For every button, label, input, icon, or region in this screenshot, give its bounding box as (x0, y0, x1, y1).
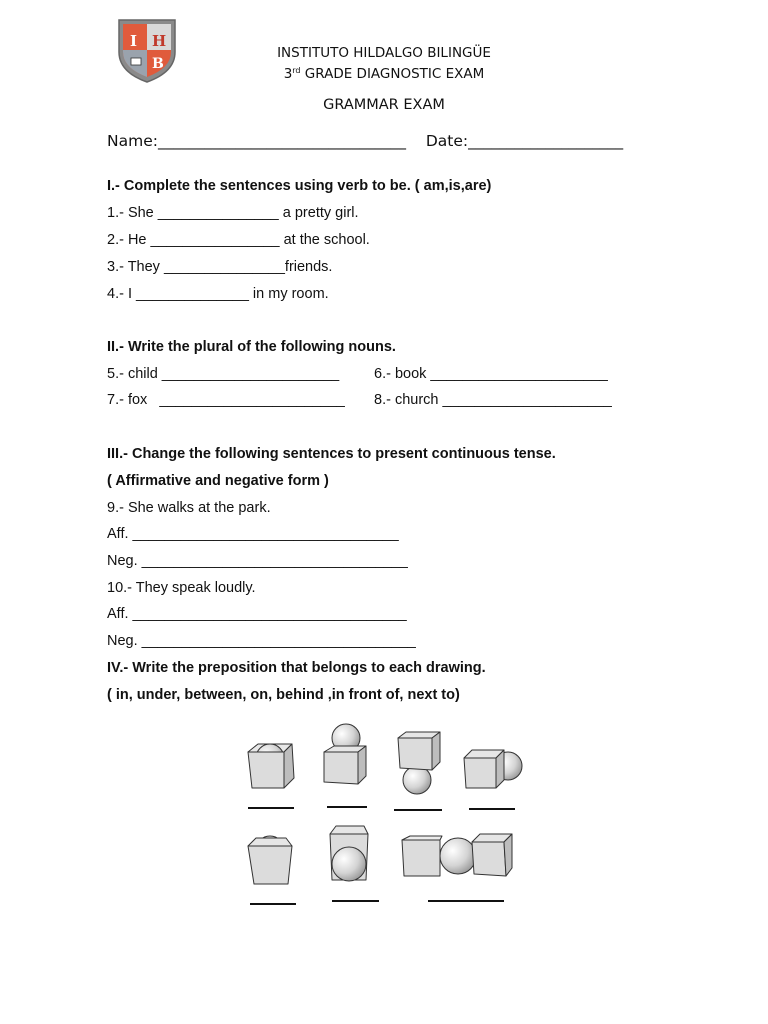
grade-number: 3 (283, 66, 293, 82)
drawing-ball-under-box (394, 732, 442, 810)
drawing-ball-in-front-of-box (330, 826, 379, 901)
section3-subtitle: ( Affirmative and negative form ) (107, 473, 329, 489)
question-10-sentence: 10.- They speak loudly. (107, 580, 256, 596)
question-10-affirmative[interactable]: Aff. __________________________________ (107, 606, 407, 622)
drawing-ball-on-box (324, 724, 367, 807)
name-date-row (107, 132, 623, 150)
question-1[interactable]: 1.- She _______________ a pretty girl. (107, 205, 359, 221)
school-logo-crest (116, 16, 178, 84)
logo-letter-b: B (152, 56, 164, 72)
grade-suffix: rd (292, 66, 301, 75)
section4-title: IV.- Write the preposition that belongs to each drawing. (107, 660, 486, 676)
school-name: INSTITUTO HILDALGO BILINGÜE (277, 45, 491, 61)
section4-subtitle: ( in, under, between, on, behind ,in front of, next to) (107, 687, 460, 703)
school-header (234, 45, 534, 83)
section2-title: II.- Write the plural of the following nouns. (107, 339, 396, 355)
name-field[interactable]: Name:________________________________ (107, 132, 406, 150)
date-field[interactable]: Date:____________________ (425, 132, 624, 150)
drawing-ball-in-box (248, 744, 294, 808)
logo-letter-h: H (152, 32, 167, 50)
question-4[interactable]: 4.- I ______________ in my room. (107, 286, 329, 302)
question-9-affirmative[interactable]: Aff. _________________________________ (107, 526, 399, 542)
section1-title: I.- Complete the sentences using verb to be. ( am,is,are) (107, 178, 492, 194)
preposition-drawings (240, 716, 530, 912)
question-3[interactable]: 3.- They _______________friends. (107, 259, 333, 275)
logo-letter-i: I (130, 32, 138, 50)
section3-title: III.- Change the following sentences to present continuous tense. (107, 446, 556, 462)
question-2[interactable]: 2.- He ________________ at the school. (107, 232, 370, 248)
question-9-negative[interactable]: Neg. _________________________________ (107, 553, 408, 569)
drawing-ball-between-boxes (402, 834, 512, 901)
exam-grade-line (234, 62, 534, 83)
question-5[interactable]: 5.- child ______________________ (107, 366, 340, 382)
question-8[interactable]: 8.- church _____________________ (374, 392, 612, 408)
drawing-ball-behind-box (464, 750, 522, 809)
exam-title: GRAMMAR EXAM (323, 97, 445, 113)
question-10-negative[interactable]: Neg. __________________________________ (107, 633, 416, 649)
question-7[interactable]: 7.- fox _______________________ (107, 392, 345, 408)
drawing-box-with-ball-behind (248, 836, 296, 904)
grade-rest: GRADE DIAGNOSTIC EXAM (300, 66, 485, 82)
question-6[interactable]: 6.- book ______________________ (374, 366, 608, 382)
question-9-sentence: 9.- She walks at the park. (107, 500, 271, 516)
